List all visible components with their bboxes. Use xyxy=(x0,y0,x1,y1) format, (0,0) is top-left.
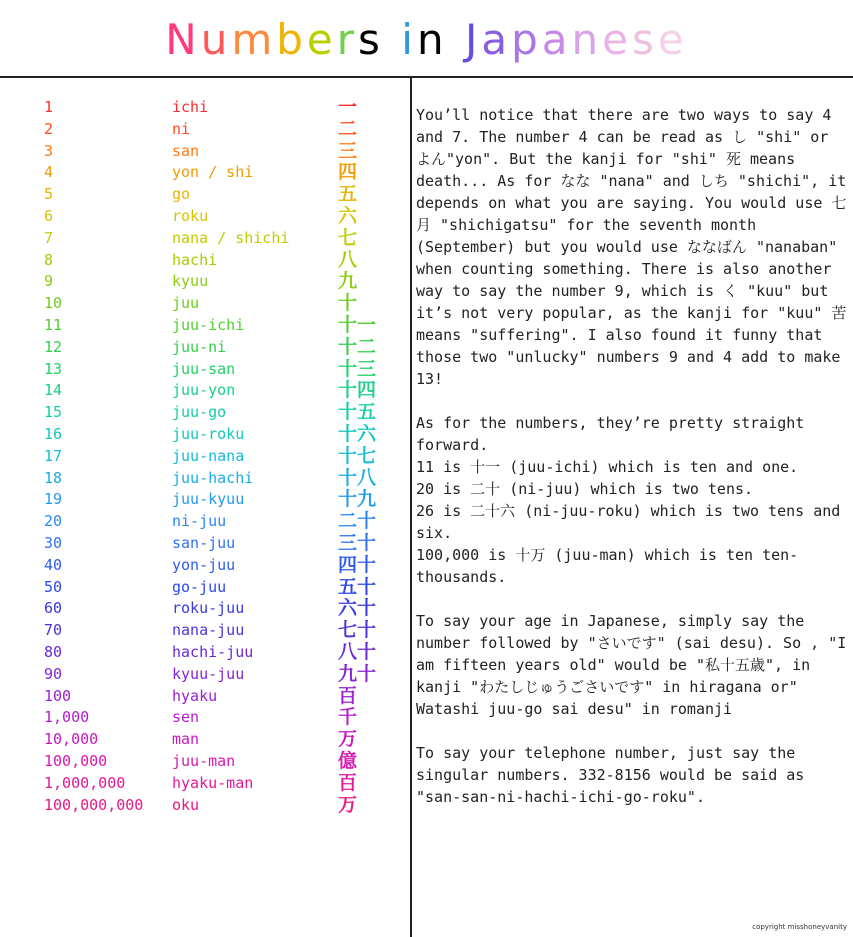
title-letter: J xyxy=(464,15,482,64)
romaji-reading: man xyxy=(172,730,200,749)
kanji-character: 十一 xyxy=(338,314,377,336)
numeral: 2 xyxy=(44,119,54,138)
kanji-character: 十七 xyxy=(338,444,377,467)
number-row xyxy=(0,292,410,314)
number-row xyxy=(0,423,410,445)
header-divider xyxy=(0,76,853,78)
column-divider xyxy=(410,77,412,937)
romaji-reading: hyaku xyxy=(172,686,218,705)
kanji-character: 四十 xyxy=(338,553,377,576)
number-row xyxy=(0,379,410,401)
kanji-character: 六十 xyxy=(338,597,377,620)
kanji-character: 億 xyxy=(338,750,358,772)
romaji-reading: juu-roku xyxy=(172,425,245,443)
title-letter: p xyxy=(511,15,542,64)
title-letter: r xyxy=(336,15,359,64)
number-row xyxy=(0,249,410,271)
number-row xyxy=(0,96,410,118)
romaji-reading: juu-go xyxy=(172,403,227,422)
numeral: 13 xyxy=(44,359,63,378)
number-row xyxy=(0,270,410,292)
romaji-reading: roku xyxy=(172,207,209,225)
romaji-reading: nana / shichi xyxy=(172,228,290,247)
number-row xyxy=(0,161,410,183)
kanji-character: 十六 xyxy=(338,423,377,445)
romaji-reading: juu-man xyxy=(172,752,236,770)
kanji-character: 九十 xyxy=(338,662,377,685)
kanji-character: 百 xyxy=(338,684,358,707)
numeral: 10 xyxy=(44,294,63,313)
title-letter: i xyxy=(401,15,417,64)
copyright-text: copyright misshoneyvanity xyxy=(752,923,847,931)
number-row xyxy=(0,576,410,598)
kanji-character: 三 xyxy=(338,139,358,162)
romaji-reading: hyaku-man xyxy=(172,773,254,792)
romaji-reading: juu-hachi xyxy=(172,468,254,487)
numeral: 11 xyxy=(44,316,63,334)
number-row xyxy=(0,205,410,227)
title-letter: e xyxy=(602,15,632,64)
numeral: 12 xyxy=(44,337,63,356)
romaji-reading: kyuu xyxy=(172,272,209,291)
number-row xyxy=(0,532,410,554)
kanji-character: 万 xyxy=(338,793,358,816)
romaji-reading: yon / shi xyxy=(172,163,254,182)
title-letter: e xyxy=(657,15,688,64)
number-row xyxy=(0,314,410,336)
notes-paragraph: To say your age in Japanese, simply say the number followed by "さいです" (sai desu). So , "I am fifteen years old" would be "私十五歳", in kanji "わたしじゅうごさいです" in hiragana or" Watashi juu-go sai desu" in romanji xyxy=(416,612,847,718)
title-letter xyxy=(384,15,401,64)
number-row xyxy=(0,358,410,380)
title-letter: n xyxy=(416,15,448,64)
kanji-character: 二 xyxy=(338,117,358,140)
romaji-reading: oku xyxy=(172,795,200,814)
numeral: 5 xyxy=(44,185,54,204)
numeral: 18 xyxy=(44,468,63,487)
romaji-reading: san xyxy=(172,141,200,160)
number-row xyxy=(0,488,410,510)
romaji-reading: san-juu xyxy=(172,534,236,552)
title-letter: s xyxy=(631,15,658,64)
numeral: 40 xyxy=(44,555,63,574)
romaji-reading: ichi xyxy=(172,98,209,116)
number-row xyxy=(0,663,410,685)
title-letter: e xyxy=(306,15,337,64)
number-row xyxy=(0,554,410,576)
title-letter: s xyxy=(358,15,384,64)
kanji-character: 五 xyxy=(338,183,358,206)
romaji-reading: sen xyxy=(172,708,200,727)
numeral: 14 xyxy=(44,381,63,400)
number-row xyxy=(0,336,410,358)
romaji-reading: go xyxy=(172,185,191,204)
kanji-character: 一 xyxy=(338,96,358,118)
numeral: 30 xyxy=(44,534,63,552)
numeral: 100,000 xyxy=(44,752,108,770)
romaji-reading: juu-ni xyxy=(172,337,227,356)
numeral: 1,000,000 xyxy=(44,773,126,792)
numeral: 60 xyxy=(44,599,63,618)
number-row xyxy=(0,118,410,140)
romaji-reading: juu-san xyxy=(172,359,236,378)
kanji-character: 十五 xyxy=(338,401,377,424)
number-row xyxy=(0,706,410,728)
number-row xyxy=(0,510,410,532)
title-letter: b xyxy=(276,15,307,64)
kanji-character: 八 xyxy=(338,248,358,271)
kanji-character: 九 xyxy=(338,270,358,293)
number-row xyxy=(0,467,410,489)
numeral: 16 xyxy=(44,425,63,443)
kanji-character: 十 xyxy=(338,292,358,315)
kanji-character: 七 xyxy=(338,226,358,249)
romaji-reading: go-juu xyxy=(172,577,227,596)
notes-paragraph: As for the numbers, they’re pretty straight forward. 11 is 十一 (juu-ichi) which is ten and one. 20 is 二十 (ni-juu) which is two tens. 26 is 二十六 (ni-juu-roku) which is two tens and six. 100,000 is 十万 (juu-man) which is ten ten-thousands. xyxy=(416,414,841,586)
numeral: 6 xyxy=(44,207,54,225)
numeral: 8 xyxy=(44,250,54,269)
number-row xyxy=(0,772,410,794)
numeral: 17 xyxy=(44,446,63,465)
number-row xyxy=(0,685,410,707)
title-letter: m xyxy=(231,15,277,64)
romaji-reading: juu-nana xyxy=(172,446,245,465)
title-letter: a xyxy=(541,15,572,64)
notes-panel xyxy=(416,104,848,830)
number-row xyxy=(0,140,410,162)
kanji-character: 七十 xyxy=(338,619,377,642)
romaji-reading: juu-yon xyxy=(172,381,236,400)
notes-paragraph: To say your telephone number, just say the singular numbers. 332-8156 would be said as "san-san-ni-hachi-ichi-go-roku". xyxy=(416,744,805,806)
numeral: 15 xyxy=(44,403,63,422)
kanji-character: 万 xyxy=(338,728,358,751)
kanji-character: 六 xyxy=(338,205,358,227)
number-row xyxy=(0,227,410,249)
numeral: 3 xyxy=(44,141,54,160)
number-row xyxy=(0,750,410,772)
kanji-character: 百 xyxy=(338,771,358,794)
number-row xyxy=(0,401,410,423)
numeral: 80 xyxy=(44,643,63,661)
romaji-reading: hachi xyxy=(172,250,218,269)
kanji-character: 十四 xyxy=(338,379,377,402)
number-row xyxy=(0,597,410,619)
romaji-reading: kyuu-juu xyxy=(172,664,245,683)
romaji-reading: juu-ichi xyxy=(172,316,245,334)
kanji-character: 十九 xyxy=(338,488,377,511)
notes-paragraph: You’ll notice that there are two ways to say 4 and 7. The number 4 can be read as し "shi" or よん"yon". But the kanji for "shi" 死 means death... As for なな "nana" and しち "shichi", it depends on what you are saying. You would use 七月 "shichigatsu" for the seventh month (September) but you would use ななばん "nanaban" when counting something. There is also another way to say the number 9, which is く "kuu" but it’s not very popular, as the kanji for "kuu" 苦 means "suffering". I also found it funny that those two "unlucky" numbers 9 and 4 add to make 13! xyxy=(416,106,847,388)
title-letter: N xyxy=(165,15,201,64)
numeral: 70 xyxy=(44,621,63,640)
number-row xyxy=(0,641,410,663)
number-row xyxy=(0,183,410,205)
romaji-reading: ni-juu xyxy=(172,512,227,531)
kanji-character: 十二 xyxy=(338,335,377,358)
numeral: 19 xyxy=(44,490,63,509)
romaji-reading: juu-kyuu xyxy=(172,490,245,509)
title-letter: u xyxy=(200,15,232,64)
kanji-character: 二十 xyxy=(338,510,377,533)
kanji-character: 十三 xyxy=(338,357,377,380)
kanji-character: 四 xyxy=(338,161,358,184)
numeral: 90 xyxy=(44,664,63,683)
romaji-reading: roku-juu xyxy=(172,599,245,618)
romaji-reading: juu xyxy=(172,294,200,313)
romaji-reading: yon-juu xyxy=(172,555,236,574)
numeral: 9 xyxy=(44,272,54,291)
kanji-character: 五十 xyxy=(338,575,377,598)
kanji-character: 千 xyxy=(338,706,358,729)
number-row xyxy=(0,619,410,641)
numeral: 20 xyxy=(44,512,63,531)
kanji-character: 三十 xyxy=(338,532,377,554)
romaji-reading: nana-juu xyxy=(172,621,245,640)
numeral: 50 xyxy=(44,577,63,596)
number-row xyxy=(0,794,410,816)
numeral: 7 xyxy=(44,228,54,247)
numeral: 10,000 xyxy=(44,730,99,749)
title-letter xyxy=(448,15,465,64)
number-row xyxy=(0,445,410,467)
kanji-character: 八十 xyxy=(338,641,377,663)
page-title xyxy=(0,12,853,68)
numeral: 4 xyxy=(44,163,54,182)
romaji-reading: ni xyxy=(172,119,191,138)
numeral: 100 xyxy=(44,686,72,705)
romaji-reading: hachi-juu xyxy=(172,643,254,661)
number-row xyxy=(0,728,410,750)
numeral: 1,000 xyxy=(44,708,90,727)
title-letter: n xyxy=(571,15,603,64)
kanji-character: 十八 xyxy=(338,466,377,489)
title-letter: a xyxy=(481,15,512,64)
numeral: 1 xyxy=(44,98,54,116)
numeral: 100,000,000 xyxy=(44,795,144,814)
